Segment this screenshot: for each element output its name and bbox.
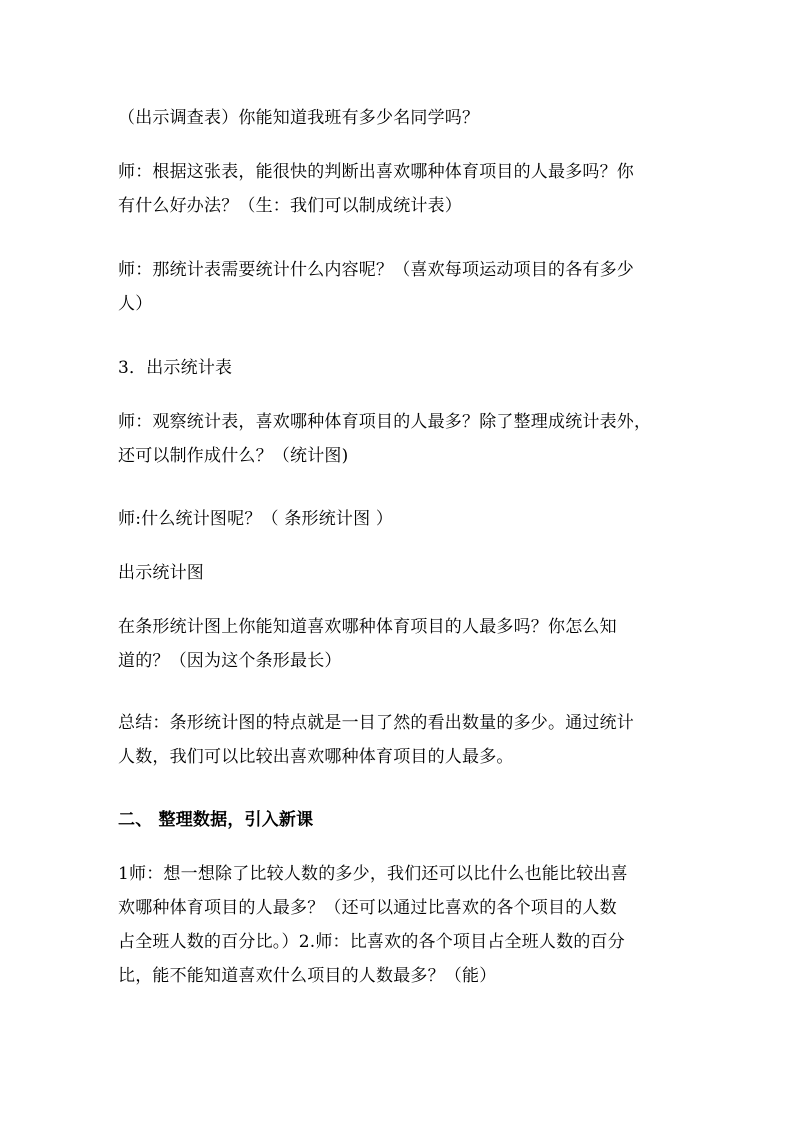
text-line: 有什么好办法？（生：我们可以制成统计表） [118,196,462,216]
text-line: 人） [118,294,153,314]
text-line: 人数，我们可以比较出喜欢哪种体育项目的人最多。 [118,747,514,767]
text-line: 1师：想一想除了比较人数的多少，我们还可以比什么也能比较出喜 [118,864,628,884]
text-line: 欢哪种体育项目的人最多？（还可以通过比喜欢的各个项目的人数 [118,898,617,918]
text-line: 出示统计图 [118,563,204,583]
section-heading-organize-data [118,803,688,837]
text-line: 师:什么统计图呢？（ 条形统计图 ） [118,509,394,529]
text-line: 师：根据这张表，能很快的判断出喜欢哪种体育项目的人最多吗？你 [118,162,634,182]
text-line: 在条形统计图上你能知道喜欢哪种体育项目的人最多吗？你怎么知 [118,617,617,637]
paragraph-observe-table [118,405,688,473]
text-line: 3．出示统计表 [118,358,233,378]
text-line: 道的？（因为这个条形最长） [118,651,342,671]
text-line: 占全班人数的百分比。）2.师：比喜欢的各个项目占全班人数的百分 [118,932,625,952]
text-line: 比，能不能知道喜欢什么项目的人数最多？（能） [118,966,497,986]
text-line: 二、 整理数据，引入新课 [118,810,314,830]
text-line: 还可以制作成什么？（统计图) [118,446,349,466]
paragraph-bar-chart-question [118,610,688,678]
text-line: （出示调查表）你能知道我班有多少名同学吗？ [118,108,480,128]
paragraph-show-chart [118,556,688,590]
paragraph-survey-question [118,101,688,135]
paragraph-table-content-question [118,253,688,321]
paragraph-summary [118,706,688,774]
text-line: 总结：条形统计图的特点就是一目了然的看出数量的多少。通过统计 [118,713,634,733]
paragraph-teacher-table-question [118,155,688,223]
text-line: 师：观察统计表，喜欢哪种体育项目的人最多？除了整理成统计表外， [118,412,652,432]
paragraph-chart-type [118,502,688,536]
text-line: 师：那统计表需要统计什么内容呢？（喜欢每项运动项目的各有多少 [118,260,634,280]
paragraph-show-table [118,351,688,385]
paragraph-percentage-discussion [118,857,688,993]
